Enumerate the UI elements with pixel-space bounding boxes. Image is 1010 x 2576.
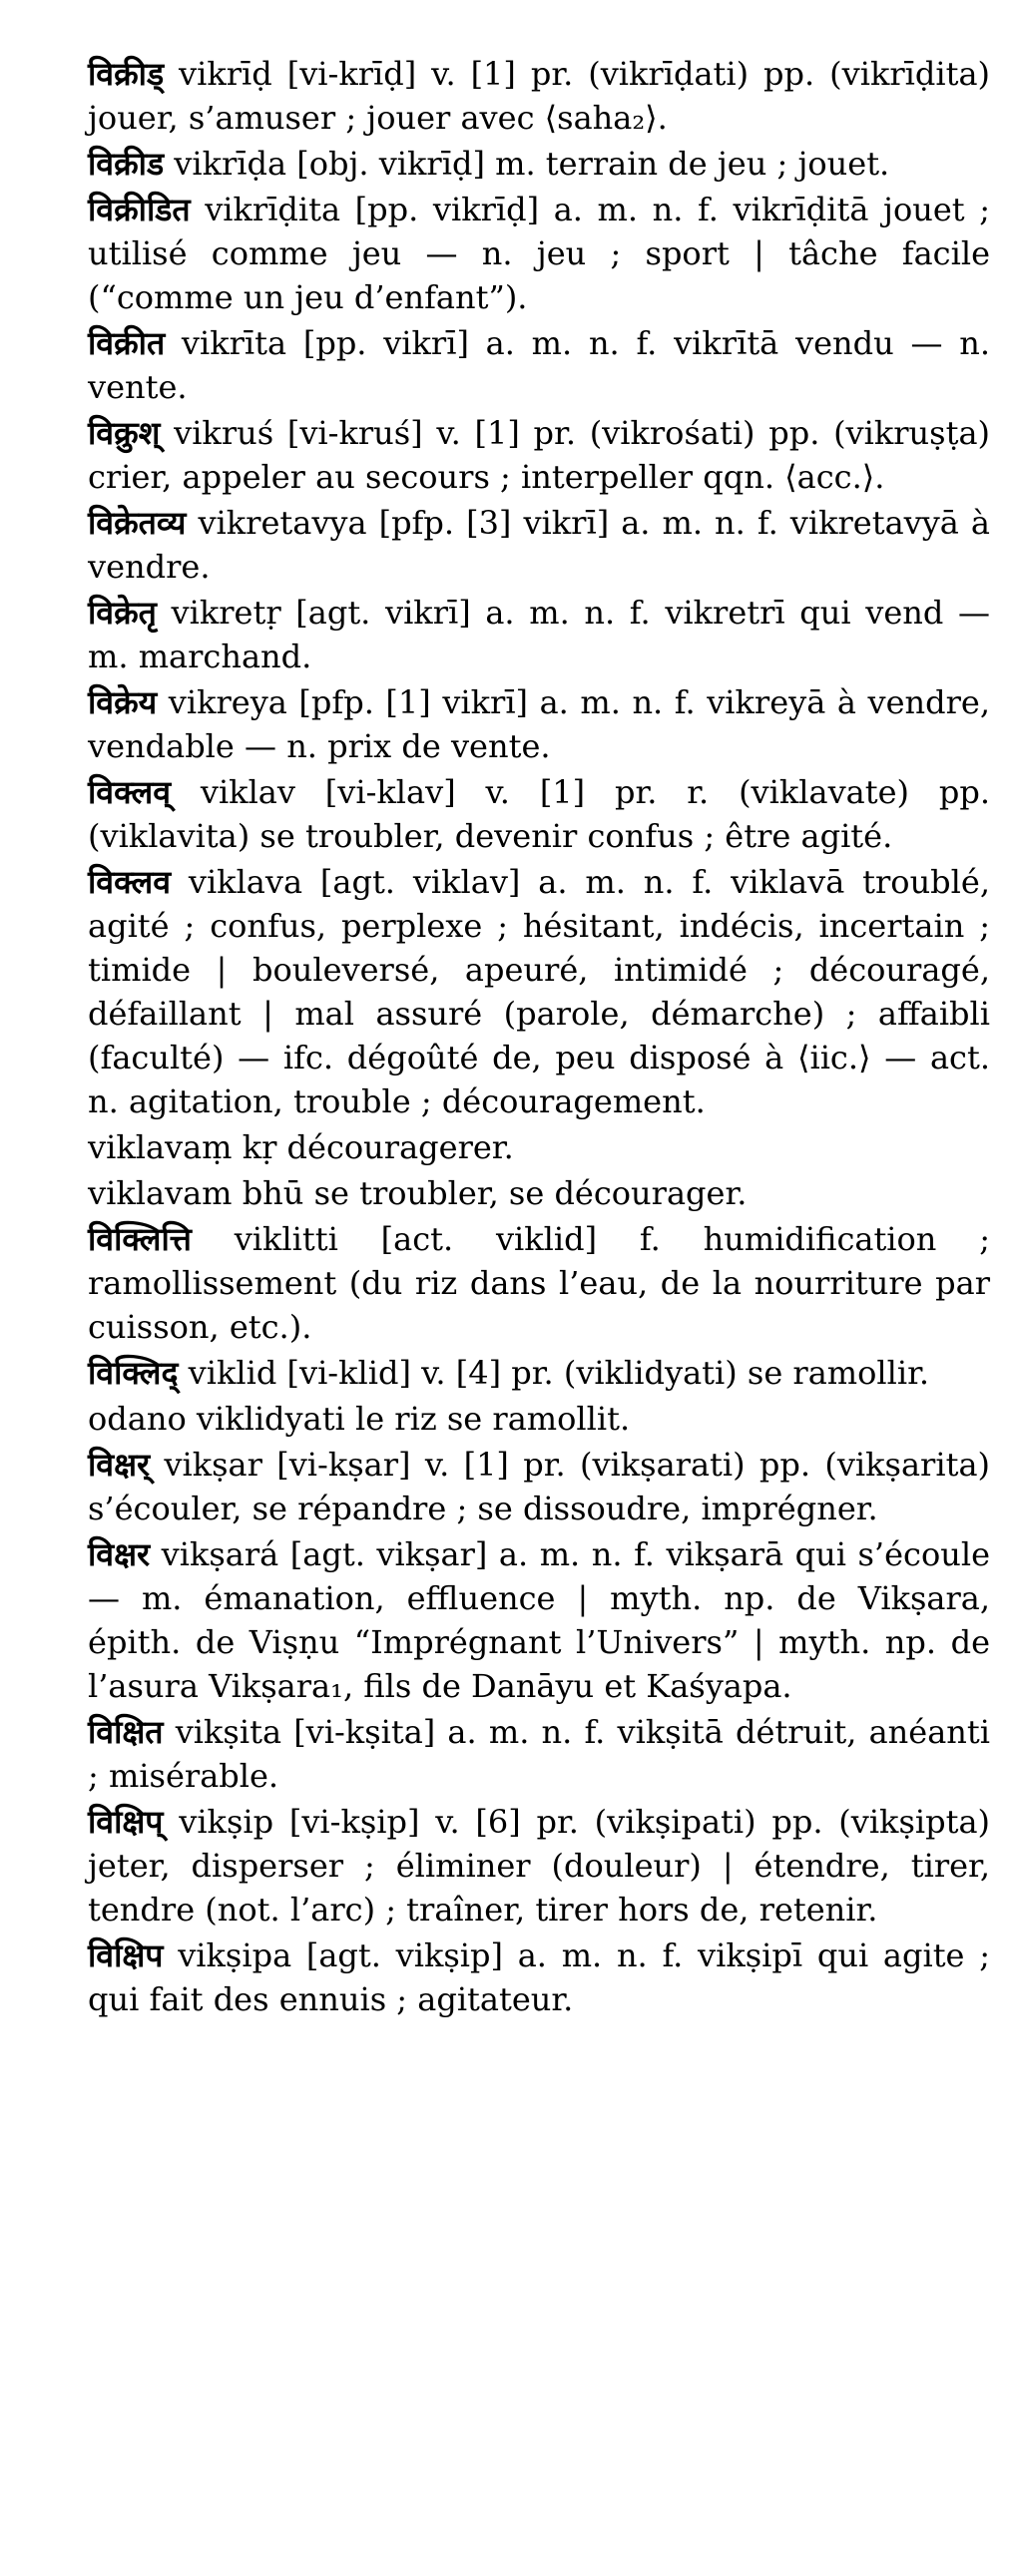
headword-devanagari: विक्षिप: [88, 1936, 164, 1974]
entry-text: vikrīta [pp. vikrī] a. m. n. f. vikrītā vendu — n. vente.: [88, 324, 990, 406]
headword-devanagari: विक्लित्ति: [88, 1220, 192, 1258]
headword-devanagari: विक्रीड: [88, 145, 165, 183]
entry-viksita: [88, 1710, 990, 1798]
headword-devanagari: विक्रुश्: [88, 414, 161, 452]
entry-text: vikretṛ [agt. vikrī] a. m. n. f. vikretrī qui vend — m. marchand.: [88, 594, 990, 675]
dictionary-page: [88, 52, 990, 2021]
headword-devanagari: विक्षित: [88, 1713, 164, 1751]
headword-devanagari: विक्षर: [88, 1535, 151, 1573]
entry-viklav: [88, 770, 990, 858]
headword-devanagari: विक्लिद्: [88, 1354, 179, 1392]
entry-text: vikretavya [pfp. [3] vikrī] a. m. n. f. vikretavyā à vendre.: [88, 504, 990, 586]
entry-text: vikrīḍ [vi-krīḍ] v. [1] pr. (vikrīḍati) pp. (vikrīḍita) jouer, s’amuser ; jouer avec ⟨saha₂⟩.: [88, 55, 990, 137]
headword-devanagari: विक्रीत: [88, 324, 166, 362]
headword-devanagari: विक्रीड्: [88, 55, 165, 93]
entry-text: vikreya [pfp. [1] vikrī] a. m. n. f. vikreyā à vendre, vendable — n. prix de vente.: [88, 683, 990, 765]
headword-devanagari: विक्षिप्: [88, 1803, 164, 1841]
headword-devanagari: विक्षर्: [88, 1446, 151, 1484]
entry-vikrus: [88, 411, 990, 499]
headword-devanagari: विक्लव: [88, 863, 172, 901]
headword-devanagari: विक्रेय: [88, 683, 158, 721]
entry-viklid: [88, 1351, 990, 1395]
entry-vikretr: [88, 591, 990, 678]
entry-vikrita: [88, 321, 990, 409]
entry-text: vikṣita [vi-kṣita] a. m. n. f. vikṣitā détruit, anéanti ; misérable.: [88, 1713, 990, 1795]
subentry-odano-viklidyati: odano viklidyati le riz se ramollit.: [88, 1400, 631, 1438]
entry-text: vikrīḍa [obj. vikrīḍ] m. terrain de jeu ; jouet.: [164, 145, 890, 183]
entry-text: viklid [vi-klid] v. [4] pr. (viklidyati) se ramollir.: [178, 1354, 930, 1392]
entry-text: vikṣar [vi-kṣar] v. [1] pr. (vikṣarati) pp. (vikṣarita) s’écouler, se répandre ; se dissoudre, imprégner.: [88, 1446, 990, 1527]
entry-text: viklava [agt. viklav] a. m. n. f. viklavā troublé, agité ; confus, perplexe ; hésitant, indécis, incertain ; timide | bouleversé, apeuré, intimidé ; découragé, défaillant | mal assuré (parole, démarche) ; affaibli (faculté) — ifc. dégoûté de, peu disposé à ⟨iic.⟩ — act. n. agitation, trouble ; découragement.: [88, 863, 990, 1120]
subentry-viklavam-bhu: viklavam bhū se troubler, se décourager.: [88, 1174, 748, 1212]
headword-devanagari: विक्रेतव्य: [88, 504, 187, 542]
entry-text: vikruś [vi-kruś] v. [1] pr. (vikrośati) pp. (vikruṣṭa) crier, appeler au secours ; interpeller qqn. ⟨acc.⟩.: [88, 414, 990, 496]
entry-vikrid: [88, 52, 990, 140]
headword-devanagari: विक्लव्: [88, 773, 172, 811]
entry-text: viklav [vi-klav] v. [1] pr. r. (viklavate) pp. (viklavita) se troubler, devenir confus ; être agité.: [88, 773, 990, 855]
entry-text: vikrīḍita [pp. vikrīḍ] a. m. n. f. vikrīḍitā jouet ; utilisé comme jeu — n. jeu ; sport | tâche facile (“comme un jeu d’enfant”).: [88, 191, 990, 316]
entry-vikretavya: [88, 501, 990, 589]
entry-vikridita: [88, 188, 990, 319]
entry-viklava: [88, 860, 990, 1123]
entry-text: viklitti [act. viklid] f. humidification ; ramollissement (du riz dans l’eau, de la nourriture par cuisson, etc.).: [88, 1220, 990, 1346]
entry-vikrida: [88, 142, 990, 186]
entry-viksar: [88, 1443, 990, 1530]
headword-devanagari: विक्रीडित: [88, 191, 191, 228]
entry-viksara: [88, 1532, 990, 1708]
entry-text: vikṣará [agt. vikṣar] a. m. n. f. vikṣarā qui s’écoule — m. émanation, effluence | myth. np. de Vikṣara, épith. de Viṣṇu “Imprégnant l’Univers” | myth. np. de l’asura Vikṣara₁, fils de Danāyu et Kaśyapa.: [88, 1535, 990, 1705]
entry-viklitti: [88, 1217, 990, 1349]
entry-text: vikṣip [vi-kṣip] v. [6] pr. (vikṣipati) pp. (vikṣipta) jeter, disperser ; éliminer (douleur) | étendre, tirer, tendre (not. l’arc) ; traîner, tirer hors de, retenir.: [88, 1803, 990, 1929]
entry-text: vikṣipa [agt. vikṣip] a. m. n. f. vikṣipī qui agite ; qui fait des ennuis ; agitateur.: [88, 1936, 990, 2018]
subentry-viklavam-kr: viklavaṃ kṛ découragerer.: [88, 1128, 514, 1166]
headword-devanagari: विक्रेतृ: [88, 594, 157, 632]
entry-viksip: [88, 1800, 990, 1932]
entry-vikreya: [88, 680, 990, 768]
entry-viksipa: [88, 1933, 990, 2021]
